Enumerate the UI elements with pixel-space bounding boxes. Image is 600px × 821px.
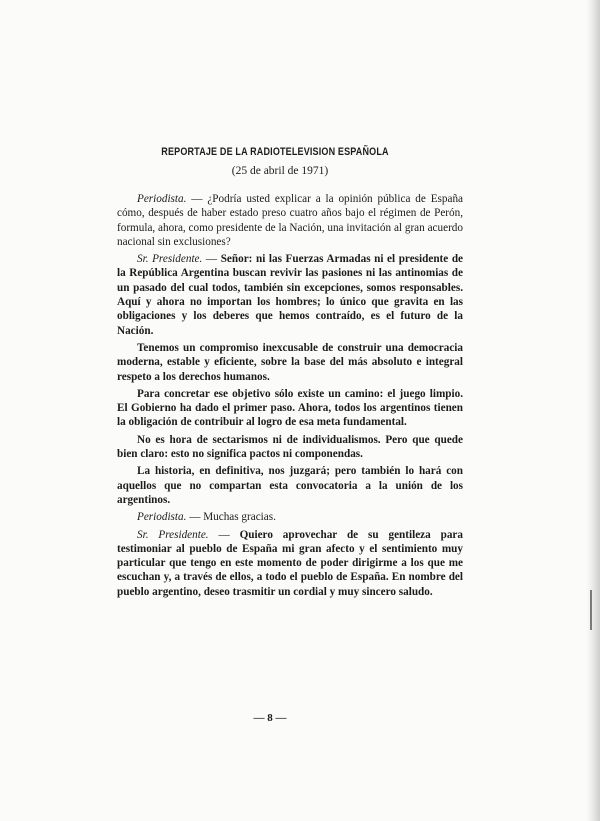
paragraph-text: No es hora de sectarismos ni de individualismos. Pero que quede bien claro: esto no significa pactos ni componendas. — [117, 433, 463, 461]
speaker-dash: — — [186, 193, 208, 205]
paragraph — [117, 341, 463, 384]
page-edge-shadow — [586, 0, 600, 821]
document-title: REPORTAJE DE LA RADIOTELEVISION ESPAÑOLA — [161, 146, 389, 158]
speaker-label: Periodista. — [137, 511, 187, 524]
speaker-label: Sr. Presidente. — [137, 253, 203, 266]
paragraph — [117, 433, 463, 462]
speaker-label: Sr. Presidente. — [137, 528, 209, 541]
paragraph — [117, 464, 463, 507]
speaker-label: Periodista. — [137, 193, 187, 205]
paragraph-text: La historia, en definitiva, nos juzgará; pero también lo hará con aquellos que no compartan esta convocatoria a la unión de los argentinos. — [117, 465, 463, 506]
paragraph-text: Quiero aprovechar de su gentileza para testimoniar al pueblo de España mi gran afecto y el sentimiento muy particular que tengo en este momento de poder dirigirme a los que me escuchan y, a través de ellos, a todo el pueblo de España. En nombre del pueblo argentino, deseo trasmitir un cordial y muy sincero saludo. — [117, 528, 463, 598]
speaker-dash: — — [202, 253, 221, 266]
speaker-dash: — — [208, 528, 240, 541]
paragraph-text: Para concretar ese objetivo sólo existe un camino: el juego limpio. El Gobierno ha dado el primer paso. Ahora, todos los argentinos tienen la obligación de contribuir al logro de esa meta fundamental. — [117, 387, 463, 429]
paragraph — [117, 510, 463, 524]
paragraph — [117, 528, 463, 599]
document-date: (25 de abril de 1971) — [231, 165, 329, 177]
paragraph-text: Tenemos un compromiso inexcusable de construir una democracia moderna, estable y eficiente, sobre la base del más absoluto e integral respeto a los derechos humanos. — [117, 341, 463, 383]
paragraph — [117, 252, 463, 338]
paragraph — [117, 387, 463, 430]
paragraph-text: ¿Podría usted explicar a la opinión pública de España cómo, después de haber estado preso cuatro años bajo el régimen de Perón, formula, ahora, como presidente de la Nación, una invitación al gran acuerdo nacional sin exclusiones? — [117, 193, 463, 248]
paragraph-text: Señor: ni las Fuerzas Armadas ni el presidente de la República Argentina buscan revivir las pasiones ni las antinomias de un pasado del cual todos, también sin excepciones, somos responsables. Aquí y ahora no importan los hombres; lo único que gravita en las obligaciones y los deberes que hemos contraído, es el futuro de la Nación. — [117, 253, 464, 337]
document-body — [117, 192, 463, 602]
paragraph-text: Muchas gracias. — [203, 511, 276, 524]
paragraph — [117, 192, 463, 249]
page-edge-mark — [590, 590, 592, 630]
page-number: — 8 — — [253, 712, 287, 724]
speaker-dash: — — [186, 511, 204, 524]
